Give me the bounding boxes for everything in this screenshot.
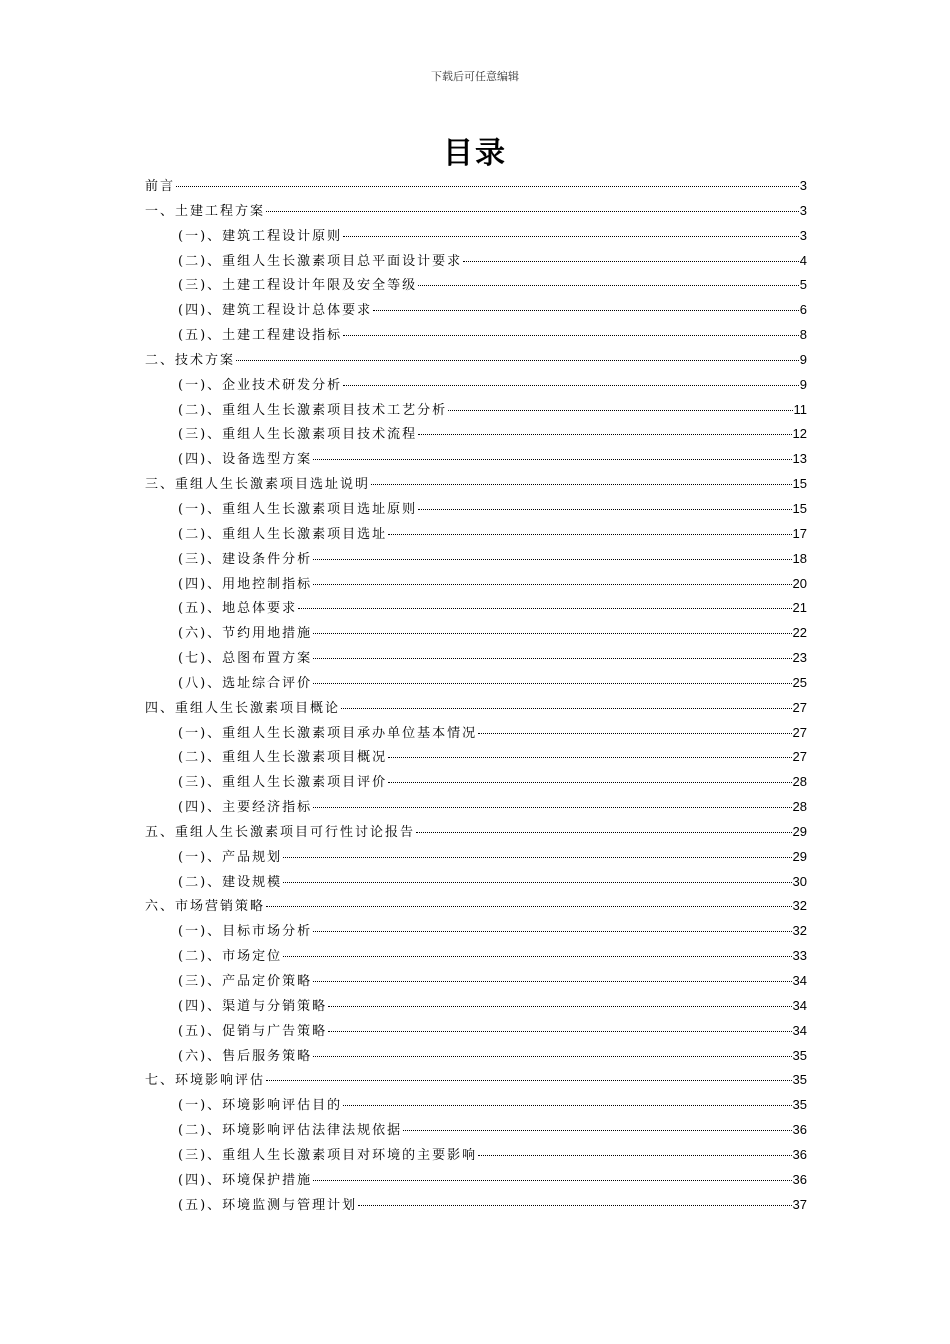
toc-entry[interactable] — [145, 498, 807, 523]
toc-entry-page: 9 — [799, 376, 807, 392]
toc-entry[interactable] — [145, 573, 807, 598]
toc-leader-dots — [313, 584, 791, 585]
toc-entry-label: (一)、环境影响评估目的 — [178, 1098, 343, 1114]
toc-leader-dots — [313, 931, 791, 932]
toc-entry-label: (一)、重组人生长激素项目承办单位基本情况 — [178, 725, 478, 741]
toc-entry-label: (二)、重组人生长激素项目技术工艺分析 — [178, 402, 448, 418]
toc-entry-label: (三)、重组人生长激素项目评价 — [178, 775, 388, 791]
toc-entry[interactable] — [145, 796, 807, 821]
toc-entry[interactable] — [145, 722, 807, 747]
toc-entry[interactable] — [145, 473, 807, 498]
toc-entry-label: (七)、总图布置方案 — [178, 651, 313, 667]
toc-entry-page: 27 — [792, 724, 807, 740]
toc-entry[interactable] — [145, 622, 807, 647]
toc-entry[interactable] — [145, 697, 807, 722]
toc-entry-page: 3 — [799, 202, 807, 218]
toc-entry-page: 36 — [792, 1122, 807, 1138]
toc-leader-dots — [418, 434, 791, 435]
toc-entry-page: 28 — [792, 799, 807, 815]
toc-entry-page: 28 — [792, 774, 807, 790]
toc-entry[interactable] — [145, 1169, 807, 1194]
toc-entry-label: (一)、建筑工程设计原则 — [178, 228, 343, 244]
toc-entry-label: (六)、节约用地措施 — [178, 626, 313, 642]
toc-entry-label: (一)、企业技术研发分析 — [178, 377, 343, 393]
toc-entry-label: 五、重组人生长激素项目可行性讨论报告 — [145, 824, 416, 840]
toc-leader-dots — [283, 882, 791, 883]
toc-entry[interactable] — [145, 597, 807, 622]
toc-entry-page: 29 — [792, 823, 807, 839]
toc-entry-page: 18 — [792, 550, 807, 566]
toc-entry-label: (三)、重组人生长激素项目对环境的主要影响 — [178, 1147, 478, 1163]
toc-entry-page: 8 — [799, 327, 807, 343]
toc-entry-label: (三)、产品定价策略 — [178, 974, 313, 989]
toc-entry-label: (二)、环境影响评估法律法规依据 — [178, 1123, 403, 1139]
toc-entry[interactable] — [145, 225, 807, 250]
table-of-contents — [145, 175, 807, 1218]
toc-leader-dots — [176, 186, 799, 187]
toc-entry[interactable] — [145, 846, 807, 871]
toc-leader-dots — [388, 757, 791, 758]
toc-leader-dots — [416, 832, 792, 833]
toc-entry-label: 一、土建工程方案 — [145, 203, 266, 219]
toc-entry-label: 四、重组人生长激素项目概论 — [145, 700, 341, 716]
toc-entry[interactable] — [145, 548, 807, 573]
toc-entry[interactable] — [145, 945, 807, 970]
toc-entry[interactable] — [145, 1045, 807, 1070]
toc-leader-dots — [313, 559, 791, 560]
toc-entry-label: (三)、土建工程设计年限及安全等级 — [178, 278, 418, 294]
toc-entry[interactable] — [145, 746, 807, 771]
toc-entry-page: 34 — [792, 997, 807, 1013]
toc-entry-page: 27 — [792, 749, 807, 765]
toc-entry-label: (四)、渠道与分销策略 — [178, 998, 328, 1014]
toc-entry-label: 七、环境影响评估 — [145, 1073, 266, 1089]
toc-entry-label: 二、技术方案 — [145, 352, 236, 368]
toc-entry-label: (一)、重组人生长激素项目选址原则 — [178, 501, 418, 517]
toc-entry-page: 27 — [792, 699, 807, 715]
toc-leader-dots — [403, 1130, 791, 1131]
toc-leader-dots — [418, 509, 791, 510]
toc-entry-page: 33 — [792, 948, 807, 964]
toc-entry[interactable] — [145, 920, 807, 945]
toc-entry-page: 36 — [792, 1171, 807, 1187]
toc-leader-dots — [313, 981, 791, 982]
toc-leader-dots — [341, 708, 792, 709]
toc-entry-label: (四)、建筑工程设计总体要求 — [178, 303, 373, 319]
toc-entry-page: 37 — [792, 1196, 807, 1212]
toc-entry-label: (四)、环境保护措施 — [178, 1172, 313, 1188]
toc-entry-page: 21 — [792, 600, 807, 616]
toc-leader-dots — [266, 906, 792, 907]
toc-leader-dots — [313, 807, 791, 808]
header-note: 下载后可任意编辑 — [431, 70, 519, 83]
toc-leader-dots — [388, 534, 791, 535]
toc-leader-dots — [343, 385, 799, 386]
toc-leader-dots — [313, 633, 791, 634]
toc-leader-dots — [313, 459, 791, 460]
toc-entry-label: (二)、市场定位 — [178, 949, 283, 965]
toc-entry-label: (四)、主要经济指标 — [178, 800, 313, 816]
toc-leader-dots — [313, 1056, 791, 1057]
toc-entry[interactable] — [145, 423, 807, 448]
toc-entry-label: (四)、设备选型方案 — [178, 452, 313, 468]
toc-leader-dots — [388, 782, 791, 783]
toc-entry[interactable] — [145, 448, 807, 473]
toc-entry-label: 前言 — [145, 179, 176, 194]
toc-entry-page: 32 — [792, 898, 807, 914]
toc-leader-dots — [373, 310, 799, 311]
toc-leader-dots — [343, 335, 799, 336]
toc-leader-dots — [478, 733, 791, 734]
toc-leader-dots — [313, 1180, 791, 1181]
toc-entry[interactable] — [145, 1119, 807, 1144]
toc-leader-dots — [298, 608, 791, 609]
toc-entry[interactable] — [145, 1020, 807, 1045]
toc-entry-label: (二)、建设规模 — [178, 874, 283, 890]
toc-leader-dots — [328, 1006, 791, 1007]
toc-leader-dots — [343, 1105, 791, 1106]
toc-leader-dots — [448, 410, 792, 411]
toc-entry-page: 22 — [792, 625, 807, 641]
toc-entry-page: 34 — [792, 973, 807, 988]
toc-entry[interactable] — [145, 250, 807, 275]
toc-leader-dots — [358, 1205, 791, 1206]
toc-entry-label: (三)、建设条件分析 — [178, 551, 313, 567]
toc-entry[interactable] — [145, 895, 807, 920]
toc-entry-page: 5 — [799, 277, 807, 293]
toc-leader-dots — [463, 261, 799, 262]
toc-entry-page: 4 — [799, 252, 807, 268]
toc-entry-page: 11 — [793, 401, 807, 417]
toc-entry[interactable] — [145, 1094, 807, 1119]
toc-entry-page: 9 — [799, 351, 807, 367]
toc-entry[interactable] — [145, 672, 807, 697]
toc-entry-label: (二)、重组人生长激素项目选址 — [178, 526, 388, 542]
toc-entry[interactable] — [145, 200, 807, 225]
toc-leader-dots — [343, 236, 799, 237]
toc-entry-label: (五)、地总体要求 — [178, 601, 298, 617]
toc-entry-label: (二)、重组人生长激素项目总平面设计要求 — [178, 253, 463, 269]
toc-leader-dots — [266, 211, 799, 212]
toc-entry-label: (四)、用地控制指标 — [178, 576, 313, 592]
toc-entry-page: 3 — [799, 227, 807, 243]
toc-entry[interactable] — [145, 821, 807, 846]
toc-entry-page: 35 — [792, 1072, 807, 1088]
toc-entry[interactable] — [145, 299, 807, 324]
toc-leader-dots — [283, 956, 791, 957]
toc-entry[interactable] — [145, 970, 807, 995]
toc-entry[interactable] — [145, 1194, 807, 1219]
toc-entry-page: 17 — [792, 525, 807, 541]
toc-entry[interactable] — [145, 374, 807, 399]
toc-leader-dots — [313, 683, 791, 684]
toc-entry-label: (一)、产品规划 — [178, 849, 283, 865]
toc-entry[interactable] — [145, 647, 807, 672]
toc-entry-page: 6 — [799, 302, 807, 318]
toc-entry[interactable] — [145, 324, 807, 349]
toc-entry-page: 15 — [792, 500, 807, 516]
toc-entry-page: 36 — [792, 1146, 807, 1162]
toc-entry-page: 3 — [799, 178, 807, 193]
toc-leader-dots — [418, 285, 799, 286]
toc-entry[interactable] — [145, 1069, 807, 1094]
toc-entry[interactable] — [145, 1144, 807, 1169]
toc-entry[interactable] — [145, 399, 807, 424]
toc-leader-dots — [313, 658, 791, 659]
toc-leader-dots — [236, 360, 799, 361]
toc-entry-label: (二)、重组人生长激素项目概况 — [178, 750, 388, 766]
toc-entry-page: 20 — [792, 575, 807, 591]
toc-entry-page: 25 — [792, 674, 807, 690]
toc-entry-page: 13 — [792, 451, 807, 467]
toc-leader-dots — [283, 857, 791, 858]
toc-entry-page: 32 — [792, 923, 807, 939]
toc-leader-dots — [478, 1155, 791, 1156]
toc-entry-label: 三、重组人生长激素项目选址说明 — [145, 477, 371, 493]
toc-entry[interactable] — [145, 349, 807, 374]
toc-entry[interactable] — [145, 274, 807, 299]
toc-entry[interactable] — [145, 175, 807, 200]
toc-entry-page: 12 — [792, 426, 807, 442]
toc-entry-label: (五)、促销与广告策略 — [178, 1023, 328, 1039]
toc-entry-label: 六、市场营销策略 — [145, 899, 266, 915]
toc-entry-page: 23 — [792, 650, 807, 666]
toc-entry-label: (五)、环境监测与管理计划 — [178, 1197, 358, 1213]
page-title: 目录 — [443, 136, 507, 171]
toc-entry-page: 15 — [792, 476, 807, 492]
toc-entry-label: (八)、选址综合评价 — [178, 675, 313, 691]
toc-leader-dots — [371, 484, 792, 485]
toc-entry[interactable] — [145, 995, 807, 1020]
toc-entry-page: 34 — [792, 1022, 807, 1038]
toc-entry-page: 29 — [792, 848, 807, 864]
toc-leader-dots — [328, 1031, 791, 1032]
toc-entry[interactable] — [145, 871, 807, 896]
toc-entry-page: 30 — [792, 873, 807, 889]
toc-entry-label: (一)、目标市场分析 — [178, 924, 313, 940]
toc-entry-label: (三)、重组人生长激素项目技术流程 — [178, 427, 418, 443]
toc-entry[interactable] — [145, 771, 807, 796]
toc-entry-page: 35 — [792, 1097, 807, 1113]
toc-entry-label: (五)、土建工程建设指标 — [178, 328, 343, 344]
toc-leader-dots — [266, 1080, 792, 1081]
toc-entry-label: (六)、售后服务策略 — [178, 1048, 313, 1064]
toc-entry[interactable] — [145, 523, 807, 548]
toc-entry-page: 35 — [792, 1047, 807, 1063]
